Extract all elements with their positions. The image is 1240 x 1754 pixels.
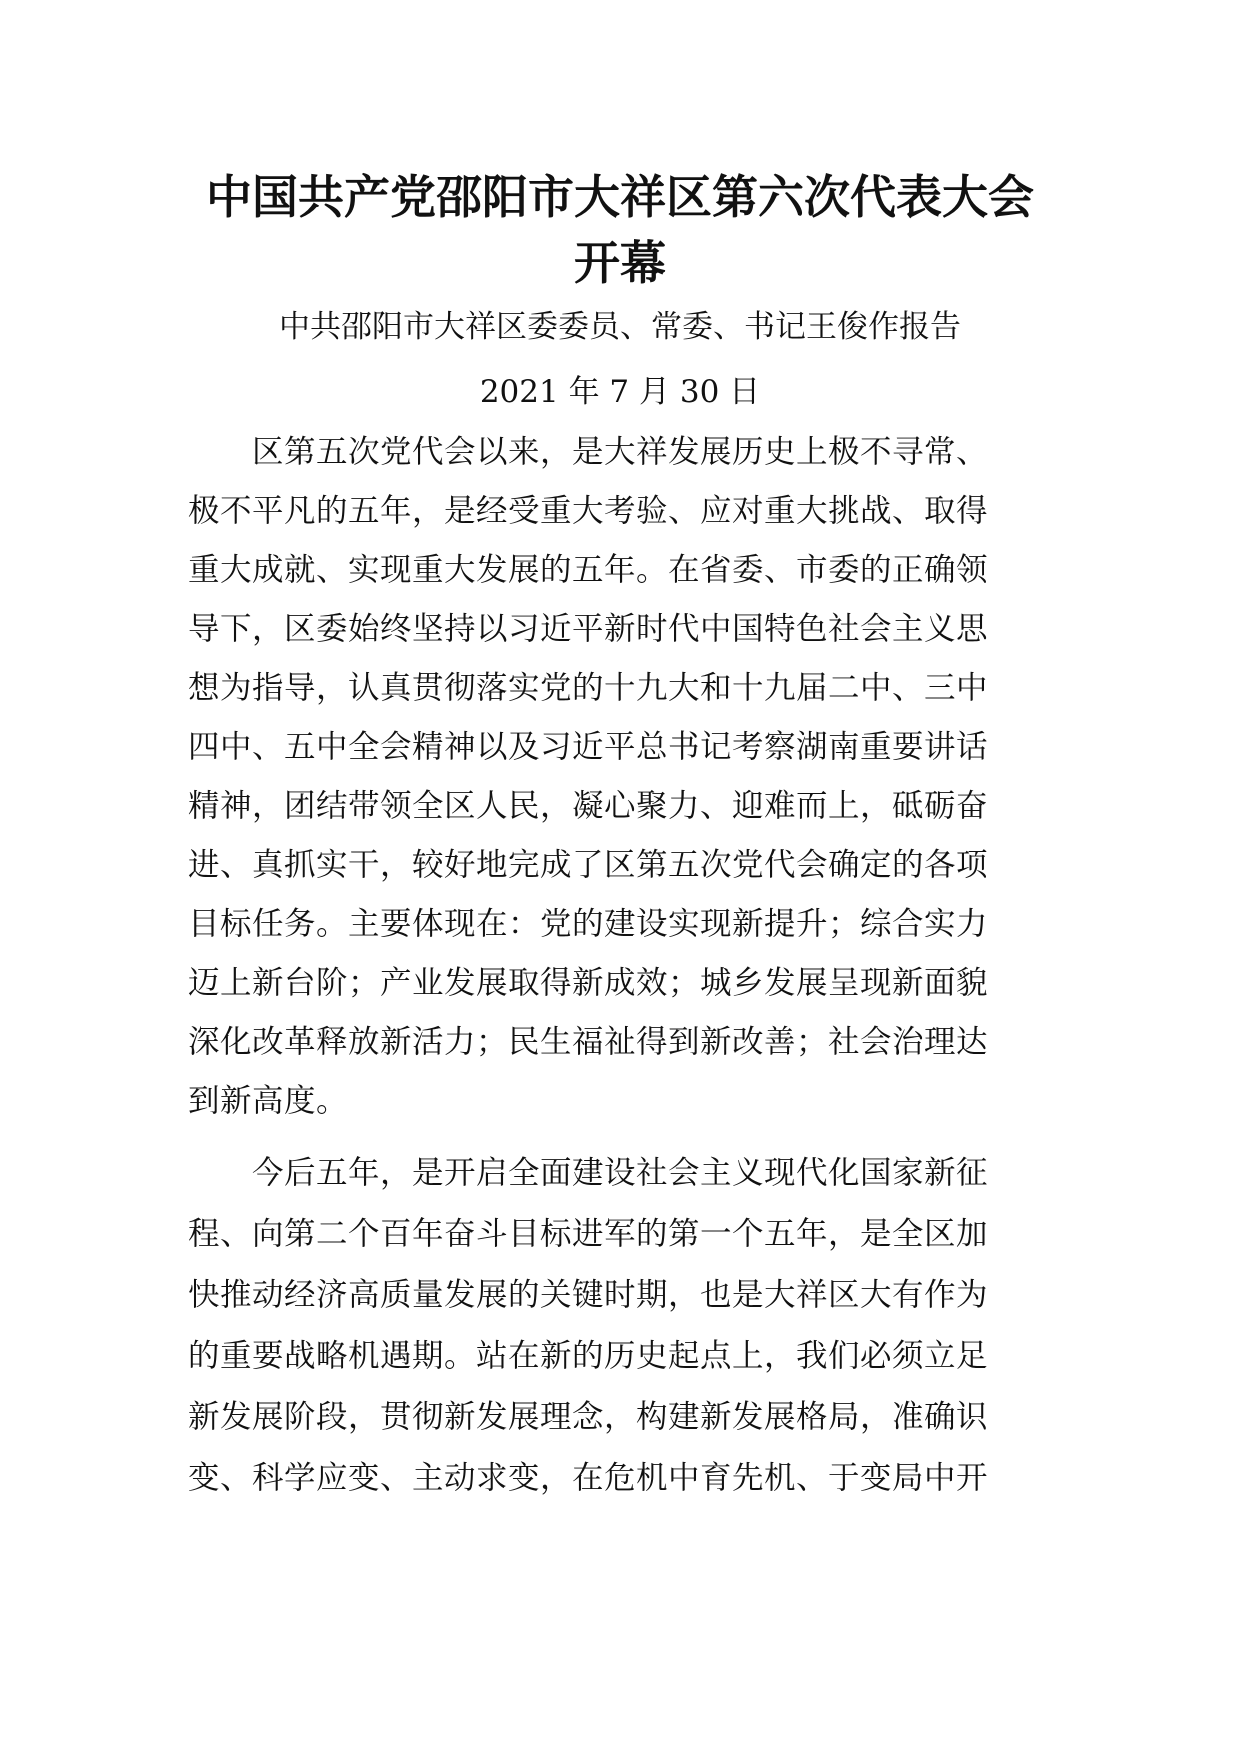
document-title-line-1: 中国共产党邵阳市大祥区第六次代表大会	[206, 170, 1034, 224]
paragraph-line: 区第五次党代会以来，是大祥发展历史上极不寻常、	[252, 434, 989, 470]
paragraph-line: 的重要战略机遇期。站在新的历史起点上，我们必须立足	[188, 1338, 989, 1374]
paragraph-line: 新发展阶段，贯彻新发展理念，构建新发展格局，准确识	[188, 1399, 989, 1435]
document-title-line-2: 开幕	[574, 236, 666, 290]
paragraph-line: 想为指导，认真贯彻落实党的十九大和十九届二中、三中	[188, 670, 989, 706]
paragraph-line: 快推动经济高质量发展的关键时期，也是大祥区大有作为	[188, 1277, 989, 1313]
paragraph-line: 重大成就、实现重大发展的五年。在省委、市委的正确领	[188, 552, 989, 588]
paragraph-line: 精神，团结带领全区人民，凝心聚力、迎难而上，砥砺奋	[188, 788, 989, 824]
paragraph-line: 极不平凡的五年，是经受重大考验、应对重大挑战、取得	[188, 493, 989, 529]
paragraph-line: 导下，区委始终坚持以习近平新时代中国特色社会主义思	[188, 611, 989, 647]
paragraph-line: 目标任务。主要体现在：党的建设实现新提升；综合实力	[188, 906, 989, 942]
paragraph-line: 程、向第二个百年奋斗目标进军的第一个五年，是全区加	[188, 1216, 989, 1252]
paragraph-line: 进、真抓实干，较好地完成了区第五次党代会确定的各项	[188, 847, 989, 883]
paragraph-line: 深化改革释放新活力；民生福祉得到新改善；社会治理达	[188, 1024, 989, 1060]
paragraph-line: 四中、五中全会精神以及习近平总书记考察湖南重要讲话	[188, 729, 989, 765]
paragraph-line: 到新高度。	[188, 1083, 349, 1119]
paragraph-line: 迈上新台阶；产业发展取得新成效；城乡发展呈现新面貌	[188, 965, 989, 1001]
document-date: 2021 年 7 月 30 日	[479, 374, 761, 410]
paragraph-line: 变、科学应变、主动求变，在危机中育先机、于变局中开	[188, 1460, 989, 1496]
paragraph-line: 今后五年，是开启全面建设社会主义现代化国家新征	[252, 1155, 989, 1191]
document-subtitle: 中共邵阳市大祥区委委员、常委、书记王俊作报告	[279, 309, 961, 345]
